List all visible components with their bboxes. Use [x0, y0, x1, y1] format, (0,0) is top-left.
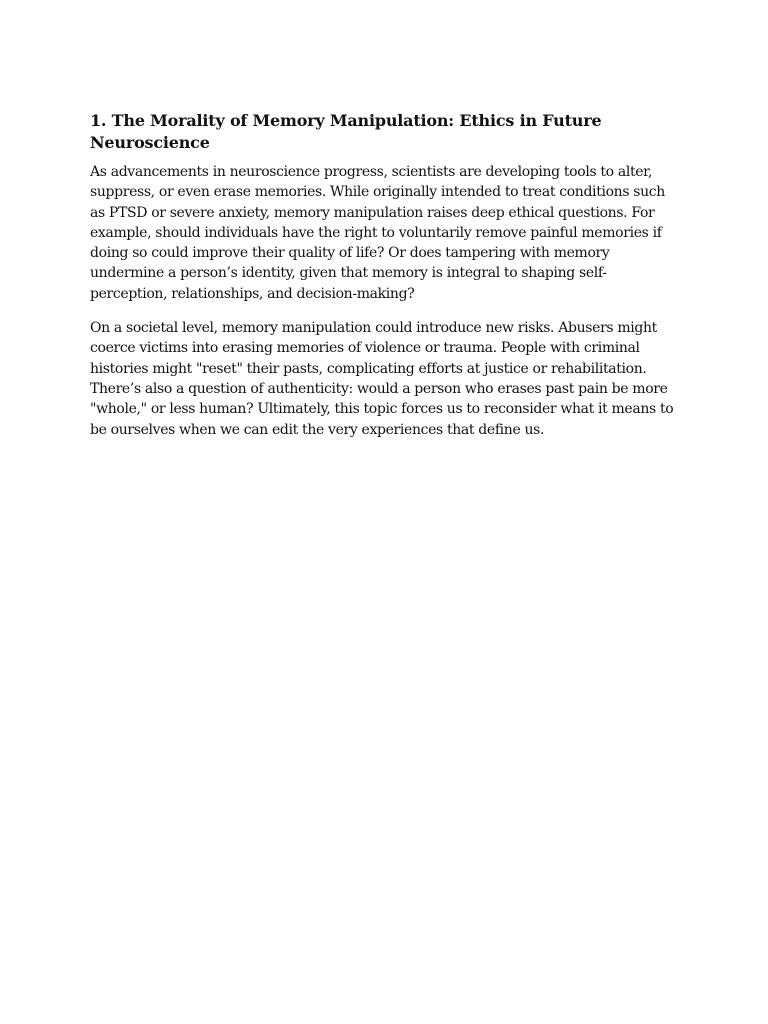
- paragraph-1: As advancements in neuroscience progress, scientists are developing tools to alter, suppress, or even erase memories. While originally intended to treat conditions such as PTSD or severe anxiety, memory manipulation raises deep ethical questions. For example, should individuals have the right to voluntarily remove painful memories if doing so could improve their quality of life? Or does tampering with memory undermine a person’s identity, given that memory is integral to shaping self-perception, relationships, and decision-making?: [90, 164, 665, 302]
- section-heading: 1. The Morality of Memory Manipulation: Ethics in Future Neuroscience: [90, 111, 602, 152]
- document-body: [90, 110, 682, 454]
- paragraph-2: On a societal level, memory manipulation could introduce new risks. Abusers might coerce victims into erasing memories of violence or trauma. People with criminal histories might "reset" their pasts, complicating efforts at justice or rehabilitation. There’s also a question of authenticity: would a person who erases past pain be more "whole," or less human? Ultimately, this topic forces us to reconsider what it means to be ourselves when we can edit the very experiences that define us.: [90, 320, 674, 438]
